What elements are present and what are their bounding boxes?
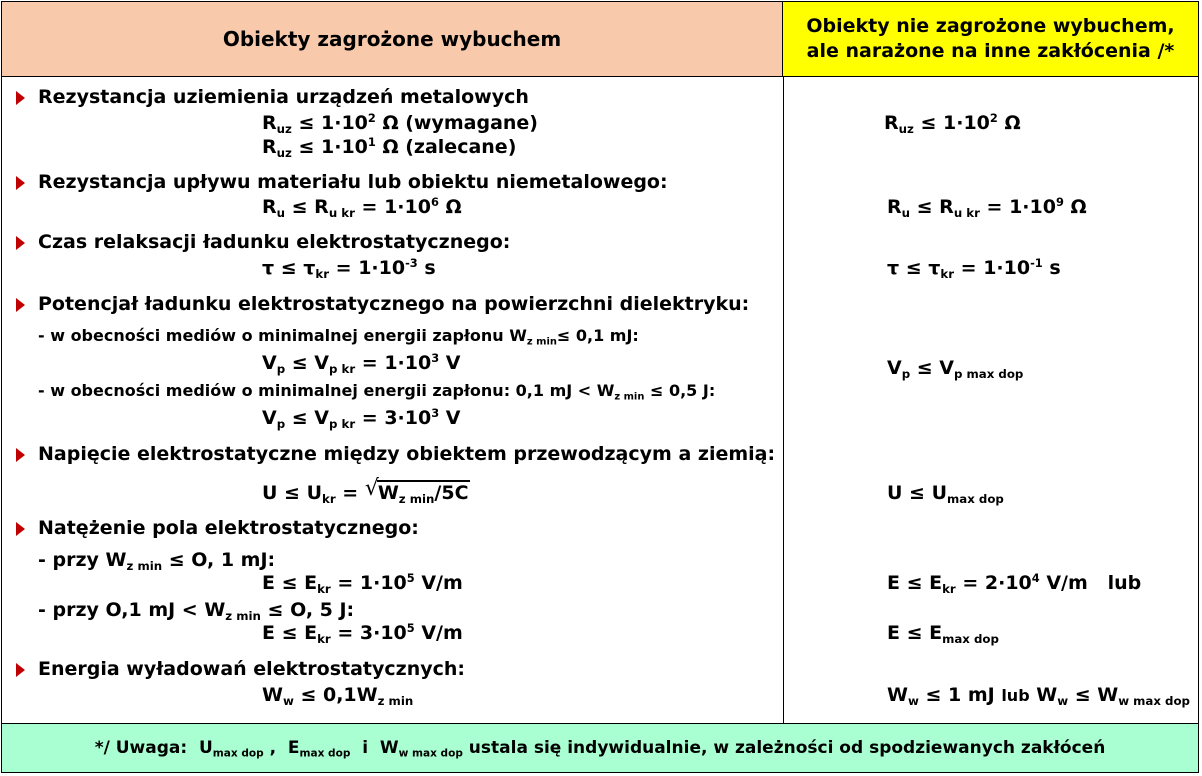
row3-right-formula: $\tau \le \tau_{kr} = 1\cdot 10^{-1}$ s (887, 256, 1061, 282)
footer-note (2, 723, 1198, 772)
row7-label: Energia wyładowań elektrostatycznych: (38, 658, 466, 680)
row4-condition1: - w obecności mediów o minimalnej energii zapłonu $W_{z min}\le 0,1$ mJ: (38, 326, 639, 348)
row6-condition1-limit: ≤ O, 1 mJ: (168, 549, 276, 571)
footer-sep1: , (269, 738, 277, 758)
row4-label: Potencjał ładunku elektrostatycznego na powierzchni dielektryku: (38, 293, 750, 315)
row1-formula-required: $R_{uz} \le 1\cdot 10^2$ Ω (wymagane) (262, 111, 538, 137)
row1-note-required: (wymagane) (405, 112, 538, 134)
row4-condition2: - w obecności mediów o minimalnej energii zapłonu: 0,1 mJ < $W_{z min} \le 0,5$ J: (38, 381, 716, 403)
bullet-triangle-icon (16, 448, 25, 462)
column-divider (783, 77, 784, 723)
bullet-triangle-icon (16, 298, 25, 312)
header-left-text: Obiekty zagrożone wybuchem (222, 27, 562, 51)
row3-label: Czas relaksacji ładunku elektrostatycznego: (38, 231, 511, 253)
row1-right-formula: $R_{uz} \le 1\cdot 10^2$ Ω (884, 111, 1021, 137)
footer-text: */ Uwaga: $U_{max dop}$ , $E_{max dop}$ i $W_{w max dop}$ ustala się indywidualnie, w zależności od spodziewanych zakłóceń (94, 738, 1106, 760)
bullet-triangle-icon (16, 663, 25, 677)
row2-right-formula: $R_u \le R_{u kr} = 1\cdot 10^9$ Ω (887, 195, 1087, 221)
row6-formula2: $E \le E_{kr} = 3\cdot 10^5$ V/m (262, 621, 463, 647)
header-non-explosive-objects (783, 2, 1198, 77)
row6-right-or: lub (1107, 572, 1142, 594)
row6-condition2-text: - przy O,1 mJ < W (38, 599, 226, 621)
row2-label: Rezystancja upływu materiału lub obiektu niemetalowego: (38, 171, 668, 193)
header-right-line2: ale narażone na inne zakłócenia /* (806, 40, 1175, 62)
bullet-triangle-icon (16, 236, 25, 250)
row6-right-formula2: $E \le E_{max dop}$ (887, 622, 999, 647)
row4-condition2-text: - w obecności mediów o minimalnej energii zapłonu: 0,1 mJ < W (38, 381, 615, 400)
row4-condition2-limit: ≤ 0,5 J: (649, 381, 716, 400)
sqrt-symbol: √ $W_{z min}/5C$ (364, 476, 469, 507)
row1-note-recommended: (zalecane) (405, 136, 517, 158)
header-right-line1: Obiekty nie zagrożone wybuchem, (806, 15, 1175, 37)
row5-formula: $U \le U_{kr}$ = √ $W_{z min}/5C$ (262, 476, 469, 507)
row4-right-formula: $V_p \le V_{p max dop}$ (887, 357, 1024, 382)
row3-formula: $\tau \le \tau_{kr} = 1\cdot 10^{-3}$ s (262, 256, 436, 282)
row1-label: Rezystancja uziemienia urządzeń metalowych (38, 86, 529, 108)
row7-right-formula: $W_w \le 1$ mJ lub $W_w \le W_{w max dop}$ (887, 684, 1190, 709)
requirements-table (1, 1, 1199, 773)
bullet-triangle-icon (16, 522, 25, 536)
row6-condition2-limit: ≤ O, 5 J: (267, 599, 355, 621)
bullet-triangle-icon (16, 176, 25, 190)
row5-label: Napięcie elektrostatyczne między obiektem przewodzącym a ziemią: (38, 443, 776, 465)
row4-formula1: $V_p \le V_{p kr} = 1\cdot 10^3$ V (262, 351, 461, 377)
footer-sep2: i (362, 738, 369, 758)
row7-formula: $W_w \le 0,1W_{z min}$ (262, 684, 414, 709)
row6-label: Natężenie pola elektrostatycznego: (38, 517, 419, 539)
row6-condition1: - przy $W_{z min} \le O$, 1 mJ: (38, 549, 276, 574)
row1-formula-recommended: $R_{uz} \le 1\cdot 10^1$ Ω (zalecane) (262, 135, 517, 161)
footer-suffix: ustala się indywidualnie, w zależności od spodziewanych zakłóceń (468, 738, 1106, 758)
row2-formula: $R_u \le R_{u kr} = 1\cdot 10^6$ Ω (262, 195, 462, 221)
row6-right-formula1: $E \le E_{kr} = 2\cdot 10^4$ V/m lub (887, 571, 1142, 597)
footer-prefix: */ Uwaga: (94, 738, 188, 758)
row6-condition2: - przy O,1 mJ < $W_{z min} \le O$, 5 J: (38, 599, 355, 624)
row6-condition1-text: - przy W (38, 549, 127, 571)
row4-condition1-limit: ≤ 0,1 mJ: (556, 326, 639, 345)
bullet-triangle-icon (16, 91, 25, 105)
row6-formula1: $E \le E_{kr} = 1\cdot 10^5$ V/m (262, 571, 463, 597)
header-explosive-objects (2, 2, 783, 77)
row4-condition1-text: - w obecności mediów o minimalnej energii zapłonu W (38, 326, 527, 345)
row4-formula2: $V_p \le V_{p kr} = 3\cdot 10^3$ V (262, 406, 461, 432)
row5-right-formula: $U \le U_{max dop}$ (887, 482, 1004, 507)
